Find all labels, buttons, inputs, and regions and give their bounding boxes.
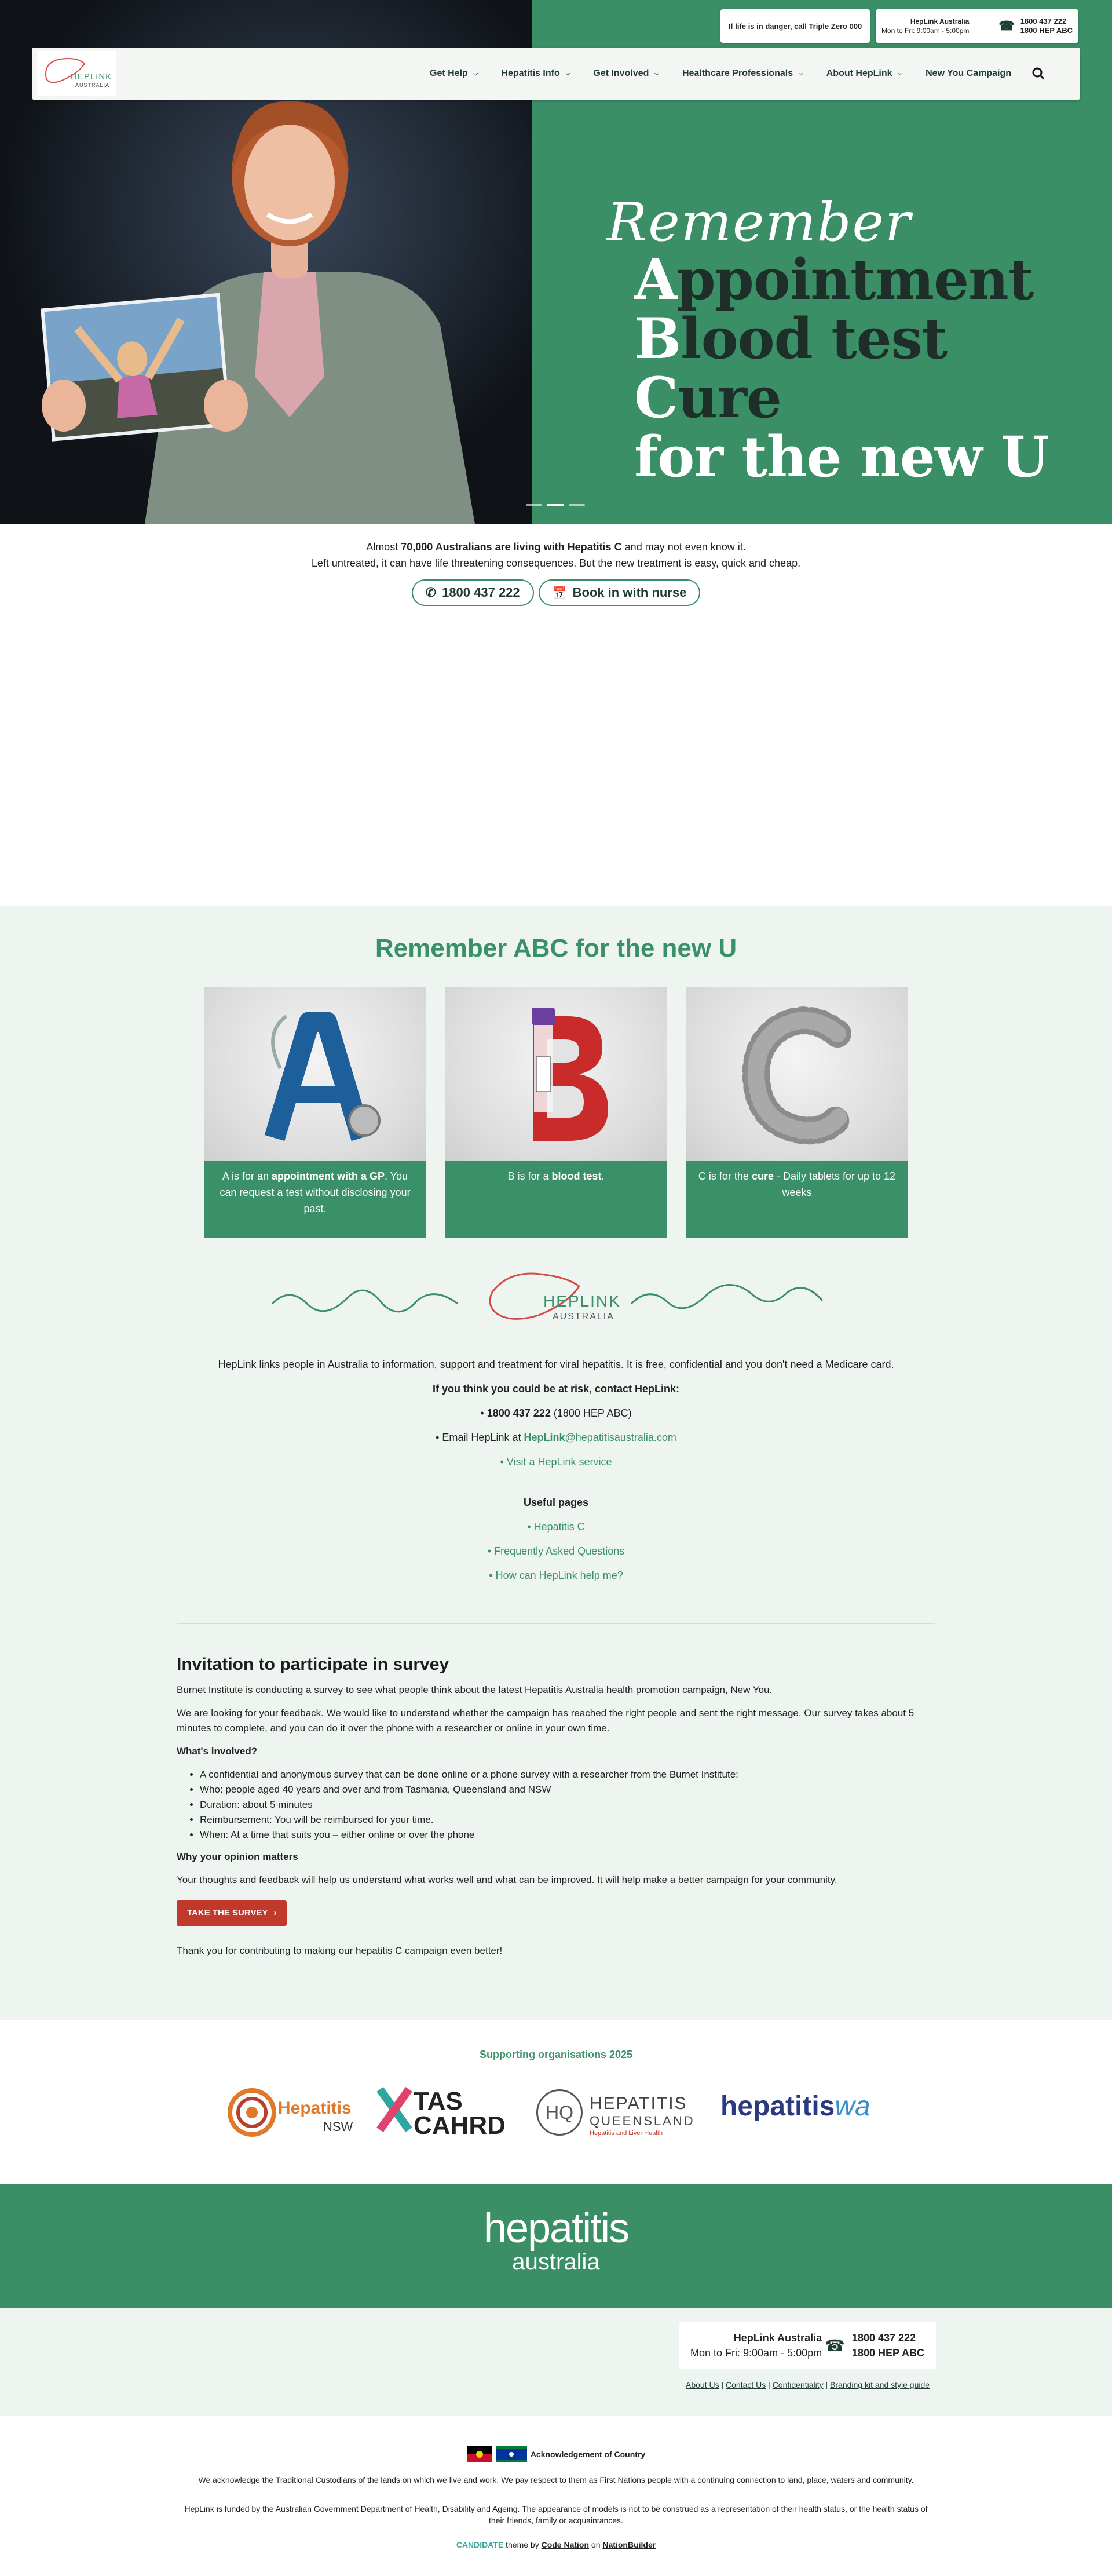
footer-phone-2[interactable]: 1800 HEP ABC [851,2347,924,2359]
credit-nationbuilder[interactable]: NationBuilder [602,2540,656,2549]
logo-sub-text: AUSTRALIA [75,82,110,88]
credit-candidate[interactable]: CANDIDATE [456,2540,504,2549]
footer-link-confidentiality[interactable]: Confidentiality [772,2380,824,2389]
visit-label: Visit a HepLink service [506,1456,612,1468]
footer-link-about[interactable]: About Us [686,2380,719,2389]
hq-tag: Hepatitis and Liver Health [590,2130,663,2137]
heplink-logo[interactable] [37,51,116,96]
intro-text: and may not even know it. [621,541,746,553]
useful-pages-title: Useful pages [523,1497,589,1508]
ack-title: Acknowledgement of Country [530,2450,646,2459]
hero-headline [634,247,1049,490]
email-bold: HepLink [524,1432,565,1443]
ack-text: We acknowledge the Traditional Custodians of the lands on which we live and work. We pay respect to them as First Nations people with a continuing connection to land, place, waters and community. [198,2475,914,2484]
footer-link-contact[interactable]: Contact Us [726,2380,766,2389]
top-phone-2[interactable]: 1800 HEP ABC [1020,26,1073,35]
footer-brand [0,2184,1112,2308]
nsw-swirl-icon [226,2084,278,2141]
intro-section [0,524,1112,906]
call-heplink-button[interactable] [412,579,534,606]
ack-heading [0,2446,1112,2462]
search-icon [1032,67,1045,80]
chevron-down-icon: ⌵ [898,70,903,77]
info-intro: HepLink links people in Australia to information, support and treatment for viral hepatitis. It is free, confidential and you don't need a Medicare card. [218,1359,894,1370]
card-c-text [697,1168,897,1201]
nav-new-you-campaign[interactable] [926,68,1011,79]
hero-word-cure: ure [678,365,781,430]
tas-main: TAS [414,2087,463,2115]
footer-hours: Mon to Fri: 9:00am - 5:00pm [690,2347,822,2359]
nav-hepatitis-info[interactable] [501,68,570,79]
hero-word-appointment: ppointment [676,247,1034,312]
survey-thanks: Thank you for contributing to making our hepatitis C campaign even better! [177,1945,503,1956]
footer-links: About Us | Contact Us | Confidentiality | Branding kit and style guide [686,2380,930,2389]
list-item: • Reimbursement: You will be reimbursed for your time. [200,1812,935,1827]
section-divider [177,1623,935,1624]
stethoscope-a-image [204,987,426,1161]
nav-healthcare-professionals[interactable] [682,68,803,79]
calendar-icon: 📅 [552,586,567,600]
danger-notice [720,9,870,43]
wa-main: hepatitis [720,2091,835,2122]
sponsors-section [0,2020,1112,2184]
tas-sub: CAHRD [414,2111,506,2140]
torres-strait-flag-icon [496,2446,527,2462]
top-org-name: HepLink Australia [910,17,970,25]
footer-contact-box[interactable] [679,2322,936,2369]
nav-label: About HepLink [826,68,892,78]
carousel-dot[interactable] [526,504,542,506]
card-blood-test [445,987,667,1238]
call-label: 1800 437 222 [442,585,520,600]
chevron-down-icon: ⌵ [654,70,659,77]
blood-tube-b-image [445,987,667,1161]
hero-script-remember: Remember [607,191,912,253]
aboriginal-flag-icon [467,2446,492,2462]
card-text: . You can request a test without disclosing your past. [220,1170,411,1214]
funding-text: HepLink is funded by the Australian Government Department of Health, Disability and Ageing. The appearance of models is not to be construed as a representation of their health status, or the health status of their friends, family or acquaintances. [184,2504,928,2525]
card-bold: appointment with a GP [271,1170,385,1182]
heplink-line-logo [266,1269,846,1333]
hq-mono: HQ [536,2089,583,2136]
visit-service-link[interactable]: • Visit a HepLink service [500,1456,612,1468]
card-appointment [204,987,426,1238]
email-domain: @hepatitisaustralia.com [565,1432,676,1443]
useful-link-faq[interactable]: • Frequently Asked Questions [487,1545,625,1557]
nav-about-heplink[interactable] [826,68,902,79]
book-nurse-button[interactable] [539,579,701,606]
search-button[interactable] [1029,64,1048,83]
intro-bold: 70,000 Australians are living with Hepatitis C [401,541,622,553]
card-text: - Daily tablets for up to 12 weeks [773,1170,896,1198]
card-bold: cure [751,1170,774,1182]
card-text: B is for a [507,1170,552,1182]
info-risk: If you think you could be at risk, contact HepLink: [432,1383,680,1395]
sponsors-title: Supporting organisations 2025 [479,2049,633,2060]
list-item: • A confidential and anonymous survey that can be done online or a phone survey with a researcher from the Burnet Institute: [200,1767,935,1782]
tascahrd-logo[interactable] [374,2084,513,2141]
credit-codenation[interactable]: Code Nation [541,2540,590,2549]
info-phone: • 1800 437 222 (1800 HEP ABC) [480,1407,632,1419]
carousel-dot-active[interactable] [547,504,564,506]
list-item: • Who: people aged 40 years and over and from Tasmania, Queensland and NSW [200,1782,935,1797]
carousel-dot[interactable] [569,504,585,506]
nav-label: Healthcare Professionals [682,68,793,78]
survey-p3: Your thoughts and feedback will help us understand what works well and what can be improved. It will help make a better campaign for your community. [177,1874,837,1885]
nav-label: Get Involved [593,68,649,78]
credit-text: theme by [503,2540,542,2549]
main-navigation [32,48,1080,100]
intro-text: Almost [366,541,401,553]
phone-icon: ☎ [998,19,1015,33]
footer-contact [0,2308,1112,2416]
hepatitis-queensland-logo[interactable] [536,2084,693,2141]
line-logo-sub: AUSTRALIA [553,1312,614,1322]
survey-title: Invitation to participate in survey [177,1655,449,1674]
survey-section [177,1657,935,1966]
phone-icon: ☎ [825,2336,845,2355]
card-cure [686,987,908,1238]
nav-get-involved[interactable] [593,68,659,79]
survey-p1: Burnet Institute is conducting a survey to see what people think about the latest Hepatitis Australia health promotion campaign, New You. [177,1684,773,1695]
list-item: • When: At a time that suits you – either online or over the phone [200,1827,935,1842]
phone-icon: ✆ [425,585,437,600]
survey-matters-title: Why your opinion matters [177,1851,298,1862]
info-phone-alt: (1800 HEP ABC) [550,1407,632,1419]
nsw-main: Hepatitis [278,2099,352,2118]
line-logo-main: HEPLINK [543,1292,621,1310]
card-text: C is for the [698,1170,752,1182]
info-phone-number[interactable]: 1800 437 222 [487,1407,551,1419]
card-text: A is for an [222,1170,272,1182]
chevron-down-icon: ⌵ [473,70,478,77]
list-item: • Duration: about 5 minutes [200,1797,935,1812]
useful-link-label: Frequently Asked Questions [494,1545,625,1557]
hepatitis-nsw-logo[interactable] [226,2084,353,2141]
info-email: • Email HepLink at HepLink@hepatitisaustralia.com [436,1432,676,1443]
footer-logo-sub: australia [512,2249,600,2275]
chevron-right-icon: › [273,1908,277,1918]
danger-text: If life is in danger, call Triple Zero 000 [728,21,862,31]
hq-main: HEPATITIS [590,2094,687,2113]
footer-phone-1[interactable]: 1800 437 222 [851,2332,916,2344]
card-b-text [456,1168,656,1184]
hero-for-new-u: for the new U [634,424,1049,490]
logo-main-text: HEPLINK [71,72,112,82]
useful-link-label: Hepatitis C [533,1521,585,1533]
book-label: Book in with nurse [572,585,687,600]
survey-p2: We are looking for your feedback. We would like to understand whether the campaign has reached the right people and sent the right message. Our survey takes about 5 minutes to complete, and you can do it over the phone with a researcher or online in your own time. [177,1707,915,1734]
hero-letter-b: B [634,306,681,371]
credit-text: on [589,2540,603,2549]
chevron-down-icon: ⌵ [565,70,570,77]
hero-letter-a: A [634,247,677,312]
nav-label: New You Campaign [926,68,1011,78]
intro-line-1 [0,539,1112,555]
hero-letter-c: C [634,365,678,430]
footer-logo-main: hepatitis [483,2205,629,2252]
top-contact-box[interactable] [876,9,1078,43]
theme-credit [0,2539,1112,2551]
useful-link-label: How can HepLink help me? [495,1570,623,1581]
survey-involved-title: What's involved? [177,1746,258,1757]
useful-link-how-help[interactable]: • How can HepLink help me? [489,1570,623,1581]
hero-section [0,0,1112,524]
survey-list [200,1767,935,1842]
info-email-pre: Email HepLink at [442,1432,524,1443]
card-a-text [215,1168,415,1217]
email-link[interactable] [524,1432,676,1443]
footer-link-branding[interactable]: Branding kit and style guide [830,2380,930,2389]
hero-word-blood-test: lood test [681,306,948,371]
card-text: . [601,1170,605,1182]
footer-org-name: HepLink Australia [733,2332,822,2344]
chevron-down-icon: ⌵ [799,70,803,77]
intro-line-2: Left untreated, it can have life threatening consequences. But the new treatment is easy, quick and cheap. [311,557,801,569]
wa-sub: wa [835,2091,870,2122]
useful-link-hepatitis-c[interactable]: • Hepatitis C [527,1521,585,1533]
nsw-sub: NSW [323,2119,353,2134]
nav-get-help[interactable] [430,68,478,79]
tas-x-icon [374,2084,415,2136]
abc-title: Remember ABC for the new U [375,934,737,962]
card-bold: blood test [551,1170,602,1182]
survey-button-label: TAKE THE SURVEY [187,1908,268,1918]
top-phone-1[interactable]: 1800 437 222 [1020,17,1067,25]
hq-sub: QUEENSLAND [590,2114,695,2128]
top-hours: Mon to Fri: 9:00am - 5:00pm [881,27,970,35]
tablets-c-image [686,987,908,1161]
hepatitis-wa-logo[interactable] [720,2090,894,2137]
take-survey-button[interactable] [177,1900,287,1926]
nav-label: Hepatitis Info [501,68,560,78]
footer-bottom [0,2416,1112,2576]
nav-label: Get Help [430,68,468,78]
